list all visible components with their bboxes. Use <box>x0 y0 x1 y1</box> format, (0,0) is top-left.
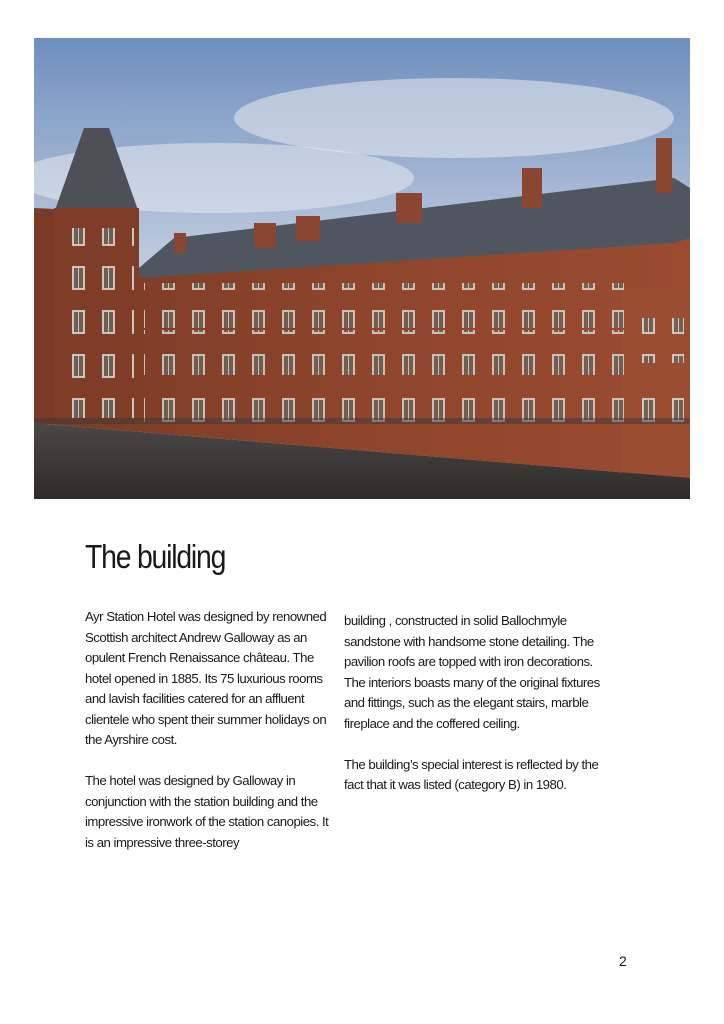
body-column-left <box>85 607 337 874</box>
paragraph: building , constructed in solid Ballochmyle sandstone with handsome stone detailing. The pavilion roofs are topped with iron decorations. The interiors boasts many of the original fixtures and fittings, such as the elegant stairs, marble fireplace and the coffered ceiling. <box>344 613 600 731</box>
body-column-right <box>344 611 602 816</box>
page-number: 2 <box>619 953 627 969</box>
hotel-building-photo <box>34 38 690 499</box>
paragraph: The building’s special interest is reflected by the fact that it was listed (category B) in 1980. <box>344 756 599 792</box>
page-title: The building <box>85 538 226 575</box>
paragraph: Ayr Station Hotel was designed by renowned Scottish architect Andrew Galloway as an opulent French Renaissance château. The hotel opened in 1885. Its 75 luxurious rooms and lavish facilities catered for an affluent clientele who spent their summer holidays on the Ayrshire cost. <box>85 609 327 747</box>
paragraph: The hotel was designed by Galloway in conjunction with the station building and the impressive ironwork of the station canopies. It is an impressive three-storey <box>85 773 329 850</box>
